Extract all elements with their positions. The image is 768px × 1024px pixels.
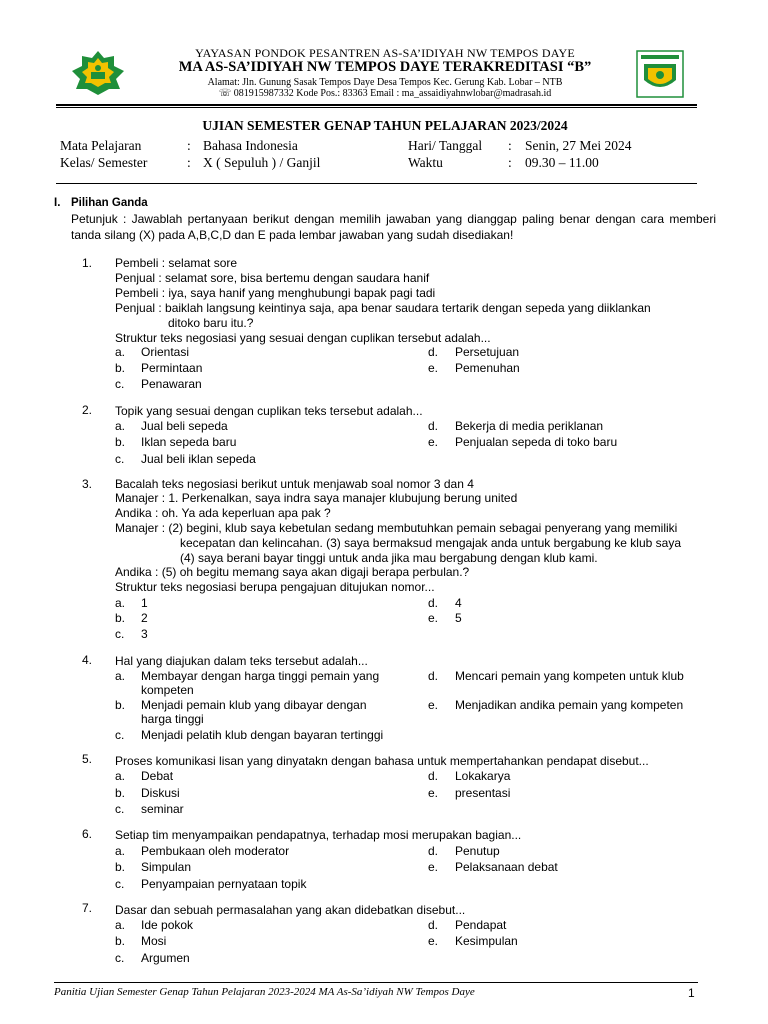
option-letter: d. xyxy=(428,345,439,359)
option-letter: b. xyxy=(115,698,126,712)
option-a: Pembukaan oleh moderator xyxy=(141,844,290,858)
option-c: Penyampaian pernyataan topik xyxy=(141,877,307,891)
dialog-line: Penjual : baiklah langsung keintinya saja, apa benar saudara tertarik dengan sepeda yang diiklankan xyxy=(115,301,651,315)
dialog-line: Andika : (5) oh begitu memang saya akan digaji berapa perbulan.? xyxy=(115,565,470,579)
option-letter: b. xyxy=(115,361,126,375)
option-e: 5 xyxy=(455,611,462,625)
option-letter: e. xyxy=(428,361,439,375)
dialog-line: Pembeli : iya, saya hanif yang menghubungi bapak pagi tadi xyxy=(115,286,436,300)
option-d: Pendapat xyxy=(455,918,507,932)
option-letter: d. xyxy=(428,419,439,433)
colon: : xyxy=(508,155,512,170)
option-d: Persetujuan xyxy=(455,345,520,359)
question-stem: Struktur teks negosiasi berupa pengajuan ditujukan nomor... xyxy=(115,580,435,594)
option-letter: c. xyxy=(115,951,125,965)
option-c: seminar xyxy=(141,802,184,816)
option-b: Menjadi pemain klub yang dibayar dengan xyxy=(141,698,367,712)
time-label: Waktu xyxy=(408,155,443,170)
contact-text: 081915987332 Kode Pos.: 83363 Email : ma_assaidiyahnwlobar@madrasah.id xyxy=(233,88,552,99)
option-b: Permintaan xyxy=(141,361,203,375)
option-c: Menjadi pelatih klub dengan bayaran tertinggi xyxy=(141,728,384,742)
option-letter: b. xyxy=(115,934,126,948)
option-b: 2 xyxy=(141,611,148,625)
option-letter: c. xyxy=(115,802,125,816)
day-value: Senin, 27 Mei 2024 xyxy=(525,138,632,153)
subject-value: Bahasa Indonesia xyxy=(203,138,298,153)
option-a: 1 xyxy=(141,596,148,610)
question-stem: Hal yang diajukan dalam teks tersebut adalah... xyxy=(115,654,368,668)
option-e: Pemenuhan xyxy=(455,361,520,375)
option-b: Mosi xyxy=(141,934,167,948)
school-contact xyxy=(150,88,620,99)
option-letter: a. xyxy=(115,345,126,359)
option-letter: c. xyxy=(115,728,125,742)
passage-line: Bacalah teks negosiasi berikut untuk menjawab soal nomor 3 dan 4 xyxy=(115,477,474,491)
option-c: Argumen xyxy=(141,951,190,965)
school-logo-icon xyxy=(636,50,684,98)
question-stem: Struktur teks negosiasi yang sesuai dengan cuplikan tersebut adalah... xyxy=(115,331,491,345)
dialog-line: kecepatan dan kelincahan. (3) saya bermaksud mengajak anda untuk bergabung ke klub saya xyxy=(180,536,681,550)
option-letter: d. xyxy=(428,596,439,610)
dialog-line: Pembeli : selamat sore xyxy=(115,256,238,270)
dialog-line: Manajer : (2) begini, klub saya kebetulan sedang membutuhkan pemain sebagai penyerang yang memiliki xyxy=(115,521,678,535)
question-number: 6. xyxy=(82,827,93,841)
question-number: 3. xyxy=(82,477,93,491)
option-letter: c. xyxy=(115,627,125,641)
option-letter: a. xyxy=(115,844,126,858)
option-d: Mencari pemain yang kompeten untuk klub xyxy=(455,669,684,683)
option-letter: d. xyxy=(428,918,439,932)
option-letter: e. xyxy=(428,934,439,948)
colon: : xyxy=(187,155,191,170)
instruction: Petunjuk : Jawablah pertanyaan berikut dengan memilih jawaban yang dianggap paling benar dengan cara memberi tanda silang (X) pada A,B,C,D dan E pada lembar jawaban yang sudah disediakan! xyxy=(71,212,716,242)
option-b: Simpulan xyxy=(141,860,192,874)
option-e: presentasi xyxy=(455,786,511,800)
option-letter: c. xyxy=(115,452,125,466)
option-d: Bekerja di media periklanan xyxy=(455,419,604,433)
option-d: Lokakarya xyxy=(455,769,511,783)
colon: : xyxy=(187,138,191,153)
phone-icon: ☏ xyxy=(218,88,234,99)
option-letter: a. xyxy=(115,419,126,433)
question-number: 2. xyxy=(82,403,93,417)
option-letter: e. xyxy=(428,860,439,874)
ministry-logo-icon xyxy=(70,50,126,96)
option-letter: b. xyxy=(115,860,126,874)
option-letter: e. xyxy=(428,698,439,712)
option-c: 3 xyxy=(141,627,148,641)
time-value: 09.30 – 11.00 xyxy=(525,155,599,170)
question-number: 7. xyxy=(82,901,93,915)
question-stem: Topik yang sesuai dengan cuplikan teks tersebut adalah... xyxy=(115,404,423,418)
header-divider xyxy=(56,104,697,106)
option-b-cont: harga tinggi xyxy=(141,712,204,726)
dialog-line: Manajer : 1. Perkenalkan, saya indra saya manajer klubujung berung united xyxy=(115,491,518,505)
day-label: Hari/ Tanggal xyxy=(408,138,483,153)
page-number: 1 xyxy=(688,986,695,1000)
option-d: Penutup xyxy=(455,844,500,858)
option-d: 4 xyxy=(455,596,462,610)
option-letter: b. xyxy=(115,435,126,449)
option-c: Penawaran xyxy=(141,377,202,391)
section-numeral: I. xyxy=(54,197,61,209)
option-a: Jual beli sepeda xyxy=(141,419,228,433)
option-letter: c. xyxy=(115,877,125,891)
option-letter: a. xyxy=(115,769,126,783)
footer-text: Panitia Ujian Semester Genap Tahun Pelajaran 2023-2024 MA As-Sa’idiyah NW Tempos Daye xyxy=(54,986,475,998)
option-letter: b. xyxy=(115,786,126,800)
exam-title: UJIAN SEMESTER GENAP TAHUN PELAJARAN 2023/2024 xyxy=(202,118,568,133)
option-b: Diskusi xyxy=(141,786,180,800)
option-a: Ide pokok xyxy=(141,918,194,932)
option-letter: e. xyxy=(428,786,439,800)
class-label: Kelas/ Semester xyxy=(60,155,148,170)
dialog-line: Penjual : selamat sore, bisa bertemu dengan saudara hanif xyxy=(115,271,430,285)
question-stem: Dasar dan sebuah permasalahan yang akan didebatkan disebut... xyxy=(115,903,466,917)
option-a-cont: kompeten xyxy=(141,683,194,697)
dialog-line: ditoko baru itu.? xyxy=(168,316,254,330)
option-letter: d. xyxy=(428,844,439,858)
option-letter: a. xyxy=(115,596,126,610)
option-letter: a. xyxy=(115,669,126,683)
section-title: Pilihan Ganda xyxy=(71,197,148,209)
option-letter: b. xyxy=(115,611,126,625)
option-b: Iklan sepeda baru xyxy=(141,435,237,449)
option-c: Jual beli iklan sepeda xyxy=(141,452,256,466)
school-address: Alamat: Jln. Gunung Sasak Tempos Daye Desa Tempos Kec. Gerung Kab. Lobar – NTB xyxy=(207,77,563,88)
option-letter: c. xyxy=(115,377,125,391)
header-divider-thin xyxy=(56,107,697,108)
option-letter: a. xyxy=(115,918,126,932)
option-letter: e. xyxy=(428,435,439,449)
question-number: 4. xyxy=(82,653,93,667)
question-stem: Proses komunikasi lisan yang dinyatakn dengan bahasa untuk mempertahankan pendapat disebut... xyxy=(115,754,649,768)
foundation-name: YAYASAN PONDOK PESANTREN AS-SA’IDIYAH NW TEMPOS DAYE xyxy=(195,46,575,60)
option-a: Debat xyxy=(141,769,174,783)
option-letter: e. xyxy=(428,611,439,625)
option-a: Orientasi xyxy=(141,345,190,359)
option-letter: d. xyxy=(428,769,439,783)
option-e: Penjualan sepeda di toko baru xyxy=(455,435,618,449)
question-stem: Setiap tim menyampaikan pendapatnya, terhadap mosi merupakan bagian... xyxy=(115,828,522,842)
option-e: Pelaksanaan debat xyxy=(455,860,558,874)
dialog-line: (4) saya berani bayar tinggi untuk anda jika mau bergabung dengan klub kami. xyxy=(180,551,598,565)
info-divider xyxy=(56,183,697,184)
option-letter: d. xyxy=(428,669,439,683)
option-a: Membayar dengan harga tinggi pemain yang xyxy=(141,669,380,683)
option-e: Menjadikan andika pemain yang kompeten xyxy=(455,698,684,712)
question-number: 5. xyxy=(82,752,93,766)
subject-label: Mata Pelajaran xyxy=(60,138,142,153)
class-value: X ( Sepuluh ) / Ganjil xyxy=(203,155,321,170)
colon: : xyxy=(508,138,512,153)
dialog-line: Andika : oh. Ya ada keperluan apa pak ? xyxy=(115,506,331,520)
school-name: MA AS-SA’IDIYAH NW TEMPOS DAYE TERAKREDITASI “B” xyxy=(178,59,592,75)
footer-divider xyxy=(54,982,698,983)
option-e: Kesimpulan xyxy=(455,934,518,948)
question-number: 1. xyxy=(82,256,93,270)
